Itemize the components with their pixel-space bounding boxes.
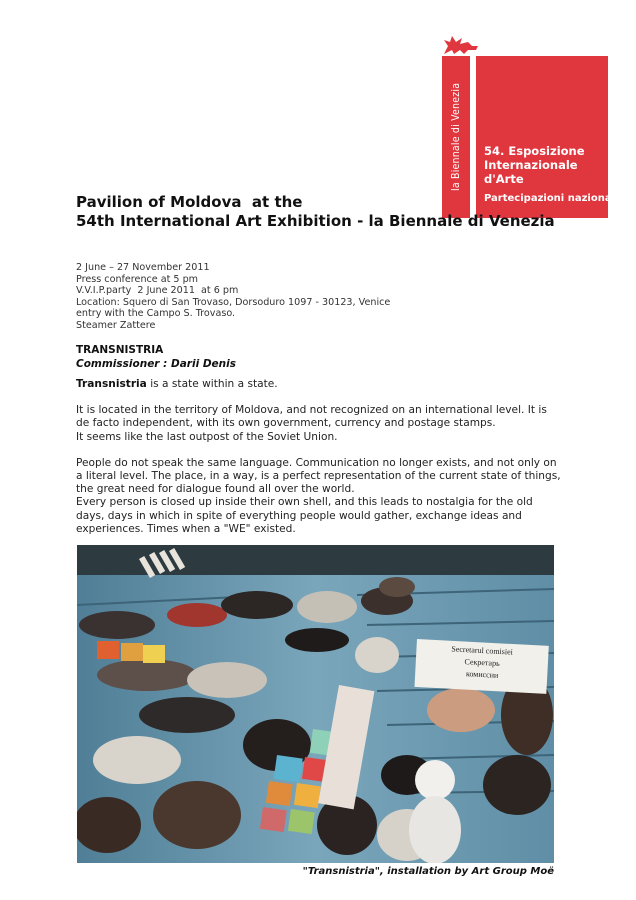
info-entry: entry with the Campo S. Trovaso. bbox=[76, 308, 236, 320]
paragraph-2b: It seems like the last outpost of the Soviet Union. bbox=[76, 430, 338, 443]
info-steamer: Steamer Zattere bbox=[76, 319, 156, 331]
title-line-1: Pavilion of Moldova at the bbox=[76, 193, 303, 211]
sign-line-2: Секретарь bbox=[464, 657, 500, 668]
winged-lion-icon bbox=[438, 34, 482, 56]
paragraph-1-bold: Transnistria bbox=[76, 378, 147, 390]
info-location: Location: Squero di San Trovaso, Dorsoduro 1097 - 30123, Venice bbox=[76, 296, 391, 308]
body-text bbox=[76, 378, 562, 549]
photo-caption: "Transnistria", installation by Art Group Moë bbox=[302, 866, 554, 877]
sign-line-1: Secretarul comisiei bbox=[451, 644, 514, 657]
info-dates: 2 June – 27 November 2011 bbox=[76, 262, 210, 273]
logo-line-4: Partecipazioni nazionali bbox=[484, 193, 619, 204]
paragraph-4: Every person is closed up inside their own shell, and this leads to nostalgia for the old days, days in which in spite of everything people would gather, exchange ideas and experiences. Times when a "WE" existed. bbox=[76, 496, 533, 535]
paragraph-3: People do not speak the same language. Communication no longer exists, and not only on a literal level. The place, in a way, is a perfect representation of the current state of things, the great need for dialogue found all over the world. bbox=[76, 456, 561, 496]
sign-line-3: комиссии bbox=[465, 669, 499, 680]
title-line-2: 54th International Art Exhibition - la Biennale di Venezia bbox=[76, 212, 555, 230]
section-heading: TRANSNISTRIA bbox=[76, 344, 164, 356]
page-title bbox=[76, 193, 556, 231]
info-press: Press conference at 5 pm bbox=[76, 273, 199, 285]
paragraph-1-rest: is a state within a state. bbox=[146, 378, 278, 390]
logo-line-1: 54. Esposizione bbox=[484, 144, 585, 158]
installation-photo bbox=[77, 545, 554, 863]
logo-vertical-text: la Biennale di Venezia bbox=[450, 82, 462, 192]
event-info bbox=[76, 262, 556, 332]
info-party: V.V.I.P.party 2 June 2011 at 6 pm bbox=[76, 285, 239, 297]
paragraph-2: It is located in the territory of Moldova, and not recognized on an international level. It is de facto independent, with its own government, currency and postage stamps. bbox=[76, 404, 547, 430]
commissioner: Commissioner : Darii Denis bbox=[76, 358, 236, 370]
biennale-logo bbox=[438, 34, 619, 204]
logo-line-3: d'Arte bbox=[484, 172, 524, 186]
logo-line-2: Internazionale bbox=[484, 158, 578, 172]
paragraph-1 bbox=[76, 378, 562, 391]
